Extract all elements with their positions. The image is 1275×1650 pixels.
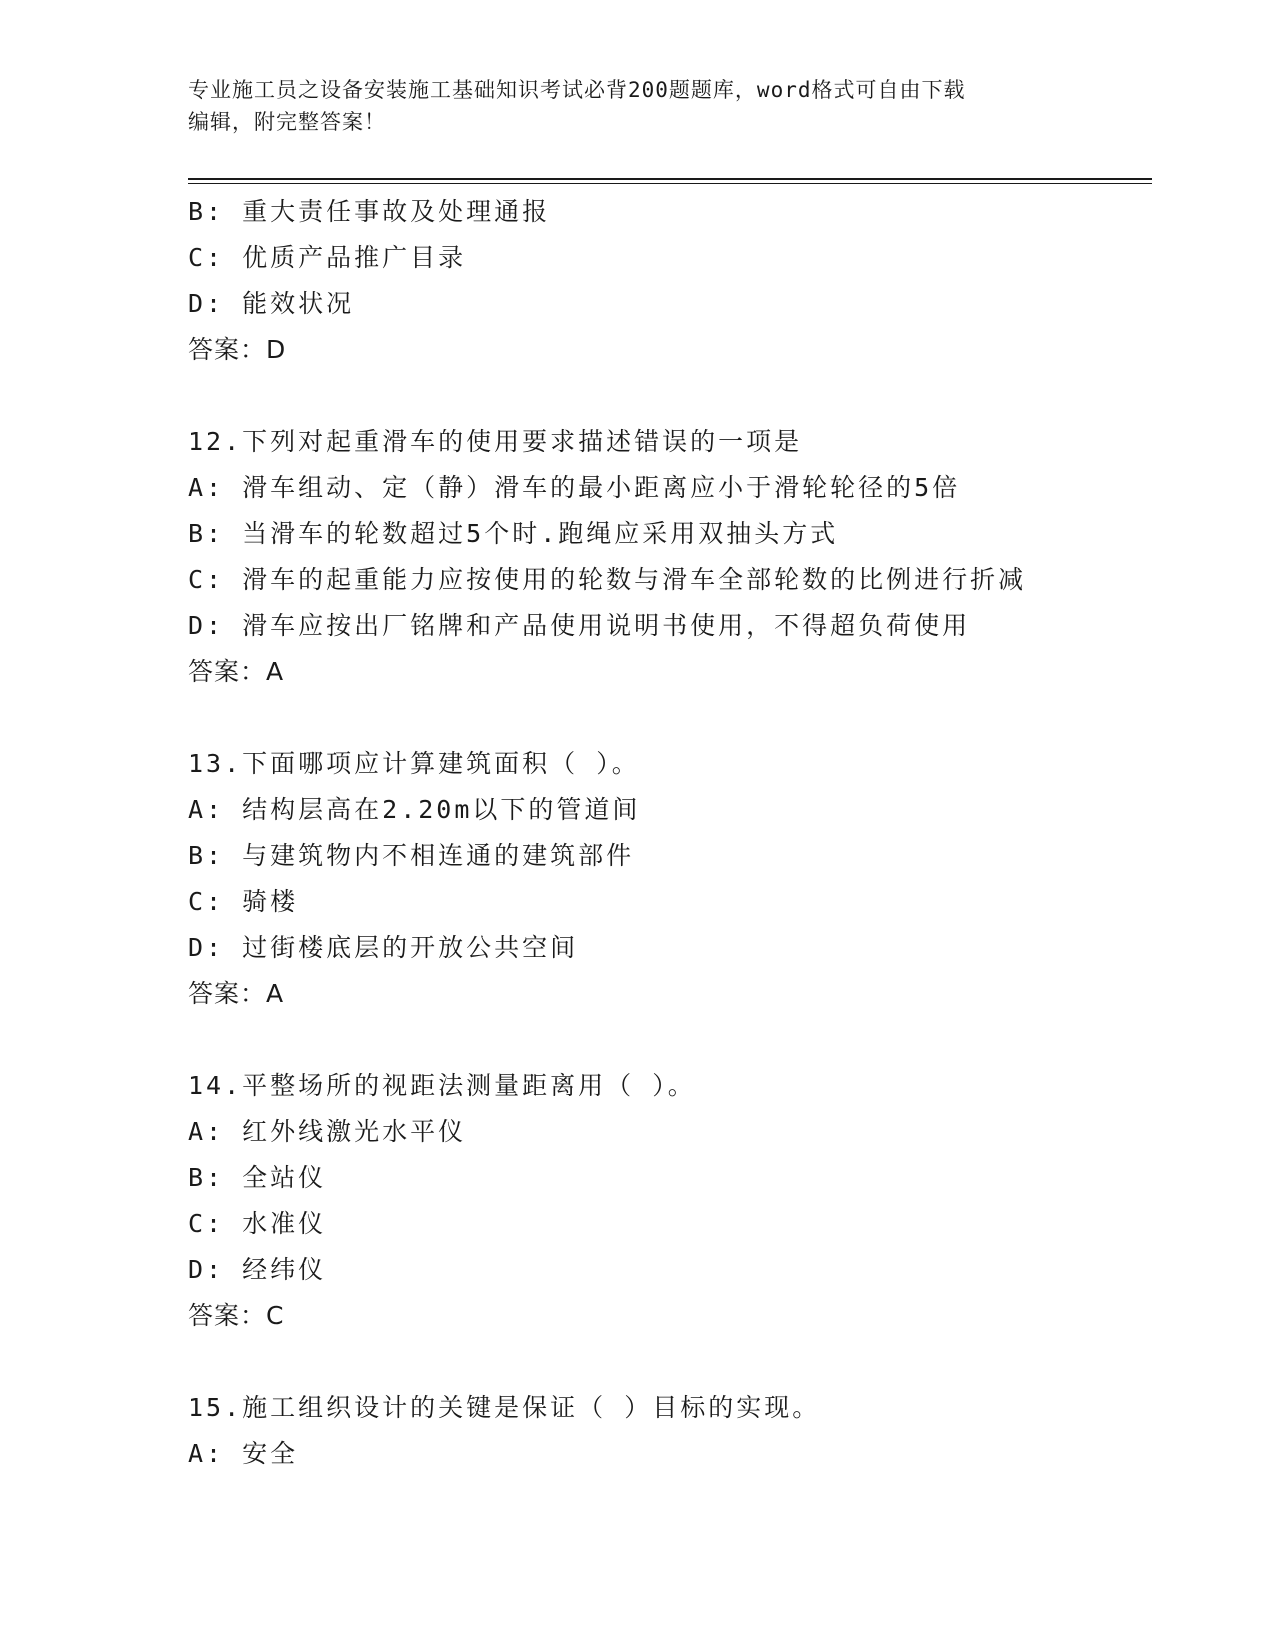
option-b: B: 全站仪 [188,1163,327,1192]
spacer [188,1017,1148,1063]
option-b: B: 重大责任事故及处理通报 [188,197,551,226]
option-a: A: 结构层高在2.20m以下的管道间 [188,795,641,824]
answer-line: 答案：A [188,657,285,686]
option-a: A: 滑车组动、定（静）滑车的最小距离应小于滑轮轮径的5倍 [188,473,961,502]
question-11-continued [188,189,1148,373]
option-c: C: 水准仪 [188,1209,327,1238]
question-15 [188,1385,1148,1477]
question-list [188,189,1148,1477]
option-d: D: 经纬仪 [188,1255,327,1284]
answer-line: 答案：A [188,979,285,1008]
option-c: C: 滑车的起重能力应按使用的轮数与滑车全部轮数的比例进行折减 [188,565,1027,594]
spacer [188,695,1148,741]
answer-line: 答案：D [188,335,287,364]
question-text: 14.平整场所的视距法测量距离用（ ）。 [188,1071,696,1100]
header-divider-thin [188,183,1152,184]
option-d: D: 过街楼底层的开放公共空间 [188,933,579,962]
option-a: A: 安全 [188,1439,299,1468]
header-title-line-2: 编辑，附完整答案！ [188,110,386,134]
question-14 [188,1063,1148,1339]
spacer [188,1339,1148,1385]
option-d: D: 滑车应按出厂铭牌和产品使用说明书使用，不得超负荷使用 [188,611,971,640]
question-text: 15.施工组织设计的关键是保证（ ）目标的实现。 [188,1393,821,1422]
option-b: B: 当滑车的轮数超过5个时.跑绳应采用双抽头方式 [188,519,839,548]
document-header [188,74,1068,138]
question-text: 12.下列对起重滑车的使用要求描述错误的一项是 [188,427,803,456]
answer-line: 答案：C [188,1301,285,1330]
header-divider-thick [188,178,1152,180]
option-d: D: 能效状况 [188,289,355,318]
question-13 [188,741,1148,1017]
option-c: C: 骑楼 [188,887,299,916]
header-title-line-1: 专业施工员之设备安装施工基础知识考试必背200题题库，word格式可自由下载 [188,78,966,102]
spacer [188,373,1148,419]
option-b: B: 与建筑物内不相连通的建筑部件 [188,841,635,870]
question-12 [188,419,1148,695]
option-a: A: 红外线激光水平仪 [188,1117,467,1146]
question-text: 13.下面哪项应计算建筑面积（ ）。 [188,749,640,778]
option-c: C: 优质产品推广目录 [188,243,467,272]
